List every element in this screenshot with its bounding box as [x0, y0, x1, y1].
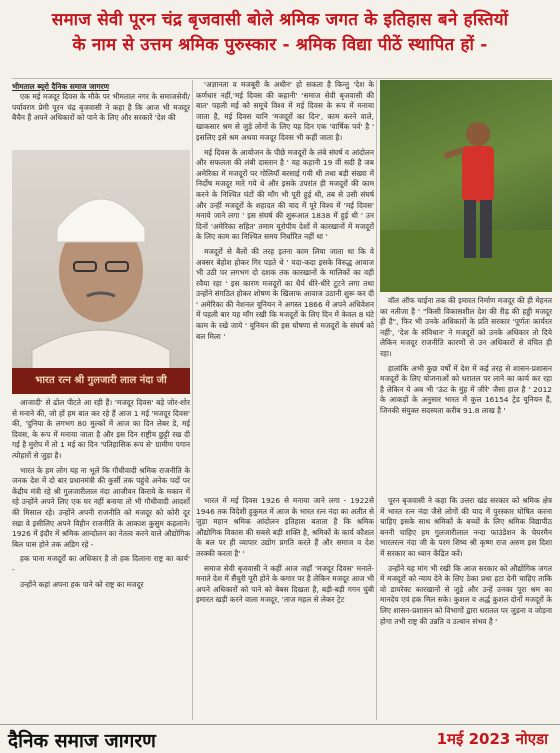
headline-divider [12, 78, 552, 79]
column-divider [192, 80, 193, 720]
byline: भीमताल ब्यूरो दैनिक समाज जागरण [12, 82, 110, 91]
column-3-body [380, 496, 552, 716]
portrait-caption: भारत रत्न श्री गुलजारी लाल नंदा जी [12, 368, 190, 394]
paragraph: मजदूरों से बैलों की तरह इतना काम लिया जाता था कि वे अक्सर बेहोश होकर गिर पड़ते थे ' यदा-कदा इसके विरुद्ध आवाज भी उठी पर लगभग दो दशक तक कारखानों के मालिकों का वही रवैया रहा ' इस कारण मजदूरों का धैर्य धीरे-धीरे टूटने लगा तथा उन्होंने संगठित होकर शोषण के खिलाफ आवाज उठानी शुरू कर दी ' अमेरिका की नेशनल यूनियन ने अगस्त 1866 में अपने अधिवेशन में पहली बार यह माँग रखी कि मजदूरों के लिए दिन में केवल 8 घंटे काम के रखे जाये ' यूनियन की इस घोषणा से मजदूरों के संघर्ष को बल मिला ' [196, 246, 374, 341]
paragraph: 'अज्ञानता व मजबूरी के अधीन' हो सकता है किन्तु 'देश के कर्णधार नहीं,'मई दिवस की कहानी' 'समाज सेवी बृजवासी की बात' पहली मई को समूचे विश्व में मई दिवस के रूप में मनाया जाता है, मई दिवस यानि 'मजदूरों का दिन', काम करने वाले, खाकसार श्रम से जुड़े लोगों के लिए यह दिन एक 'वार्षिक पर्व' है ' इसलिए इसे श्रम अथवा मजदूर दिवस भी कहीं जाता है। [196, 80, 374, 142]
column-1-intro [12, 92, 190, 152]
footer [0, 724, 560, 753]
paragraph: उन्होंने कहां अपना हक पाने को राष्ट्र का मजदूर [20, 579, 144, 589]
headline-line-1: समाज सेवी पूरन चंद्र बृजवासी बोले श्रमिक जगत के इतिहास बने हस्तियों [51, 10, 509, 30]
byline-block [12, 82, 190, 92]
paragraph: उन्होंने यह मांग भी रखी कि आज सरकार को औद्योगिक जगत में मजदूरों को न्याय देने के लिए ठेका प्रथा हटा देनी चाहिए ताकि वो डायरेक्ट कारखानों से जुड़े और उन्हें उनका पूरा श्रम का मानदेय एवं हक मिल सके। कुशल व अर्द्ध कुशल दोनों मजदूरों के लिए शासन-प्रशासन को विभागों द्वारा धरातल पर जुड़ना व जोड़ना होगा तभी राष्ट्र की उन्नति व उत्थान संभव है ' [380, 563, 552, 626]
paragraph: मई दिवस के आयोजन के पीछे मजदूरों के लंबे संघर्ष व आंदोलन और सफलता की लंबी दास्तान है ' यह कहानी 19 वीं सदी है जब अमेरिका में मजदूरों पर गोलियाँ बरसाई गयी थी तथा बड़ी संख्या में निर्दोष मजदूर मारे गये थे और इसके उपरांत ही मजदूरों की काम करने के निश्चित घंटों की माँग भी पूरी हुई थी, तब से उसी संघर्ष और उन्हीं मजदूरों के शहादत की याद में पूरे विश्व में 'मई दिवस' मनाये जाने लगा ' इस संघर्ष की शुरूआत 1838 में हुई थी ' उन दिनों 'अमेरिका सहित' तमाम यूरोपीय देशों में कारखानों में मजदूरों के लिए काम का निश्चित समय निर्धारित नहीं था ' [196, 147, 374, 242]
column-divider [376, 80, 377, 720]
paragraph: हक पाना मजदूरों का अधिकार है तो हक दिलाना राष्ट्र का कार्य' - [12, 554, 190, 574]
paragraph: आजादी' से ढोल पीटते आ रही हैं। 'मजदूर दिवस' बड़े जोर-शोर से मनाने की, जो हों हम बात कर रहे हैं आज 1 मई 'मजदूर दिवस' की, 'दुनिया के लगभग 80 मुल्कों में आज का दिन लेबर डे, मई दिवस, के रूप में मनाया जाता है और इस दिन राष्ट्रीय छुट्टी रख दी गई है मुरोप में तो 1 मई का दिन 'पतिहासिक रूप से' ग्रामीण पगान त्योहारों से जुड़ा है। [12, 398, 190, 460]
headline [0, 0, 560, 72]
paragraph: पूरन बृजवासी ने कहा कि उत्तरा खंड सरकार को श्रमिक क्षेत्र में भारत रत्न नंदा जैसे लोगों की याद में पुरस्कार घोषित करना चाहिए इसके साथ श्रमिकों के बच्चों के लिए श्रमिक विद्यापीठ बननी चाहिए हम गुलजारीलाल नन्दा फाउंडेशन के चेयरमैन भारतरत्न नंदा जी के परम शिष्य श्री कृष्ण राज अरुण इस दिशा में सरकार का ध्यान केंद्रित करें। [380, 496, 552, 558]
paragraph: वॉल ऑफ चाईना तक की इमारत निर्माण मजदूर की ही मेहनत का नतीजा है ' "किसी विकासशील देश की रीढ़ की हड्डी मजदूर ही है", फिर भी उनके अधिकारों के प्रति सरकार 'पूर्णतः कार्यरत नहीं', 'देश के संविधान' ने मजदूरों को उनके अधिकार तो दिये लेकिन मजदूर राजनीति कारणों से उन अधिकारों से वंचित ही रहा। [380, 296, 552, 358]
paragraph: एक मई मजदूर दिवस के मौके पर भीमताल नगर के समाजसेवी/पर्यावरण प्रेमी पूरन चंद्र बृजवासी ने कहा है कि आज भी मजदूर बैचैन हैं अपने अधिकारों को पाने के लिए और सरकारें 'देश की [12, 92, 190, 123]
column-1-body [12, 398, 190, 716]
newspaper-name: दैनिक समाज जागरण [8, 730, 156, 752]
column-3 [380, 296, 552, 488]
portrait-illustration [12, 150, 190, 394]
headline-line-2: के नाम से उत्तम श्रमिक पुरुस्कार - श्रमिक विद्या पीठें स्थापित हों - [72, 35, 488, 55]
paragraph: भारत के हम लोग यह ना भूले कि गौधीवादी श्रमिक राजनीति के जनक देश में दो बार प्रधानमंत्री की कुर्सी तक पहुंचे अनेक पदों पर केंद्रीय मंत्री रहे श्री गुलजारीलाल नंदा आजीवन किराये के मकान में रहे उन्होंने अपने लिए एक घर नहीं बनाया तो भी गौधीवादी आदर्शों की मिसाल रहे। उन्होंने अपनी राजनीति को मजदूर को कोरी दूर रखा वे इसीलिए अपने विहीन राजनीति के आकाश कुसुम कहलाने। 1926 में इंदौर में श्रमिक आन्दोलन का नेतत्व करने वाले औद्योगिक बिल पास होने तक अडिग रहे - [12, 465, 190, 549]
person-photo [380, 80, 552, 292]
paragraph: समाज सेवी बृजवासी ने कहीं आज जहाँ 'मजदूर दिवस' मनाते-मनाते देश में सैंचुरी पूरी होने के कगार पर है लेकिन मजदूर आज भी अपने अधिकारों को पाने को बेबस दिखता है, बड़ी-बड़ी गगन चुंबी इमारत खड़ी करने वाला मजदूर, 'ताज महल से लेकर ट्रेट [196, 563, 374, 605]
paragraph: भारत में मई दिवस 1926 से मनाया जाने लगा - 1922से 1946 तक विदेशी हुकुमत में आज के भारत रत्न नंदा का अतीत से जुड़ा महान श्रमिक आंदोलन इतिहास बताता है कि श्रमिक औद्योगिक विकास की सबसे बड़ी शक्ति है, श्रमिकों के कार्य कौशल के बल पर ही व्यापार उद्योग प्रगति करते हैं और समाज व देश तरक्की करता है' ' [196, 496, 374, 558]
portrait-photo [12, 150, 190, 394]
edition-date: 1मई 2023 नोएडा [436, 730, 548, 748]
column-2-body [196, 496, 374, 716]
person-illustration [380, 80, 552, 292]
column-2 [196, 80, 374, 488]
paragraph: हालांकि अभी कुछ वर्षों में देश में कई तरह से शासन-प्रशासन मजदूरों के लिए योजनाओं को धरातल पर लाने का कार्य कर रहा है लेकिन ये अब भी 'ऊंट के मुंह में जीरे' जैसा हाल है ' 2012 के आकड़ों के अनुसार भारत में कुल 16154 ट्रेड यूनियन हैं, जिनकी संयुक्त सदस्यता करीब 91.8 लाख है ' [380, 363, 552, 415]
